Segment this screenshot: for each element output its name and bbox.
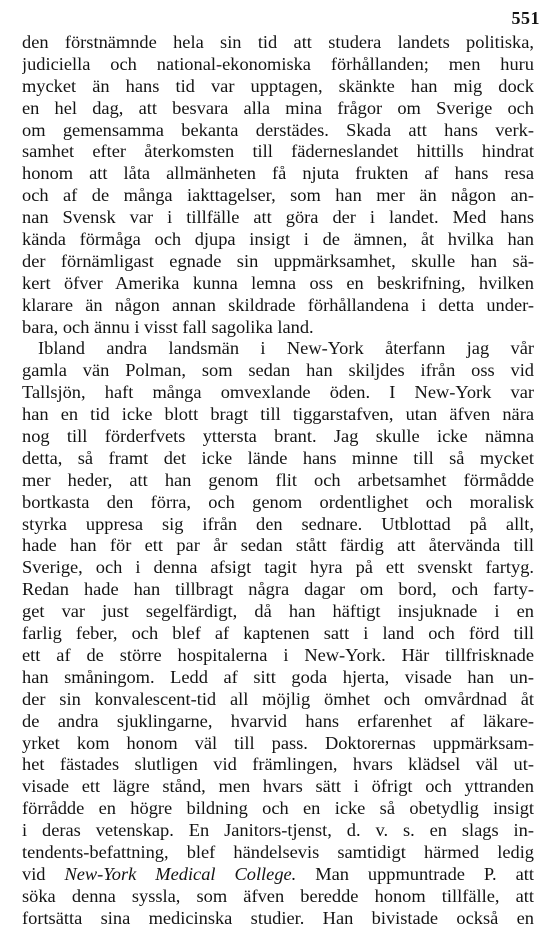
text-line: om gemensamma bekanta derstädes. Skada att hans verk- — [22, 119, 534, 140]
text-line: klarare än någon annan skildrade förhållandena i detta under- — [22, 294, 534, 315]
text-line: yrket kom honom väl till pass. Doktorernas uppmärksam- — [22, 732, 534, 753]
text-line: gamla vän Polman, som sedan han skiljdes ifrån oss vid — [22, 360, 534, 381]
text-line: styrka uppresa sig ifrån den sednare. Utblottad på allt, — [22, 513, 534, 534]
text-line: het fästades slutligen vid främlingen, hvars klädsel väl ut- — [22, 754, 534, 775]
text-line: söka denna syssla, som äfven beredde honom tillfälle, att — [22, 885, 534, 906]
text-line: Redan hade han tillbragt några dagar om bord, och farty- — [22, 579, 534, 600]
text-line: kända förmåga och djupa insigt i de ämnen, åt hvilka han — [22, 229, 534, 250]
text-fragment: Man uppmuntrade P. att — [296, 863, 534, 884]
text-line-with-italic-title — [22, 864, 534, 886]
text-line: hade han för ett par år sedan stått färdig att återvända till — [22, 535, 534, 556]
text-line: get var just segelfärdigt, då han häftigt insjuknade i en — [22, 601, 534, 622]
text-line: mycket än hans tid var upptagen, skänkte han mig dock — [22, 75, 534, 96]
paragraph-start-line: Ibland andra landsmän i New-York återfann jag vår — [38, 338, 534, 359]
text-line: den förstnämnde hela sin tid att studera landets politiska, — [22, 32, 534, 52]
text-fragment: vid — [22, 863, 65, 884]
text-line: visade ett lägre stånd, men hvars sätt i öfrigt och yttranden — [22, 776, 534, 797]
text-line: och af de många iakttagelser, som han mer än någon an- — [22, 185, 534, 206]
paragraph-end-line: bara, och ännu i visst fall sagolika land. — [22, 316, 314, 337]
text-line: Sverige, och i denna afsigt tagit hyra på ett svenskt fartyg. — [22, 557, 534, 578]
text-line: han en tid icke blott bragt till tiggarstafven, utan äfven nära — [22, 404, 534, 425]
text-line: han småningom. Ledd af sitt goda hjerta, visade han un- — [22, 666, 534, 687]
text-line: förrådde en högre bildning och en icke så obetydlig insigt — [22, 798, 534, 819]
text-line: fortsätta sina medicinska studier. Han bivistade också en — [22, 907, 534, 928]
text-line: der sin konvalescent-tid all möjlig ömhet och omvårdnad åt — [22, 688, 534, 709]
text-line: samhet efter återkomsten till fäderneslandet hittills hindrat — [22, 141, 534, 162]
text-line: der förnämligast egnade sin uppmärksamhet, skulle han sä- — [22, 250, 534, 271]
text-line: de andra sjuklingarne, hvarvid hans erfarenhet af läkare- — [22, 710, 534, 731]
text-line: honom att låta allmänheten få njuta frukten af hans resa — [22, 163, 534, 184]
text-line: en hel dag, att besvara alla mina frågor om Sverige och — [22, 97, 534, 118]
text-line: tendents-befattning, blef händelsevis samtidigt härmed ledig — [22, 841, 534, 862]
page-number: 551 — [511, 8, 540, 28]
text-line: ett af de större hospitalerna i New-York. Här tillfrisknade — [22, 644, 534, 665]
text-line: mer heder, att han genom flit och arbetsamhet förmådde — [22, 469, 534, 490]
text-line: nog till förderfvets yttersta brant. Jag skulle icke nämna — [22, 426, 534, 447]
text-line: nan Svensk var i tillfälle att göra der i landet. Med hans — [22, 207, 534, 228]
college-name-italic: New-York Medical College. — [64, 863, 297, 884]
text-line: i deras vetenskap. En Janitors-tjenst, d. v. s. en slags in- — [22, 820, 534, 841]
text-line: farlig feber, och blef af kaptenen satt i land och förd till — [22, 623, 534, 644]
text-line: bortkasta den förra, och genom ordentlighet och moralisk — [22, 491, 534, 512]
text-line: judiciella och national-ekonomiska förhållanden; men huru — [22, 53, 534, 74]
text-line: kert öfver Amerika kunna lemna oss en beskrifning, hvilken — [22, 272, 534, 293]
body-text — [22, 32, 534, 930]
text-line: detta, så framt det icke lände hans minne till så mycket — [22, 447, 534, 468]
text-line: Tallsjön, haft många omvexlande öden. I New-York var — [22, 382, 534, 403]
